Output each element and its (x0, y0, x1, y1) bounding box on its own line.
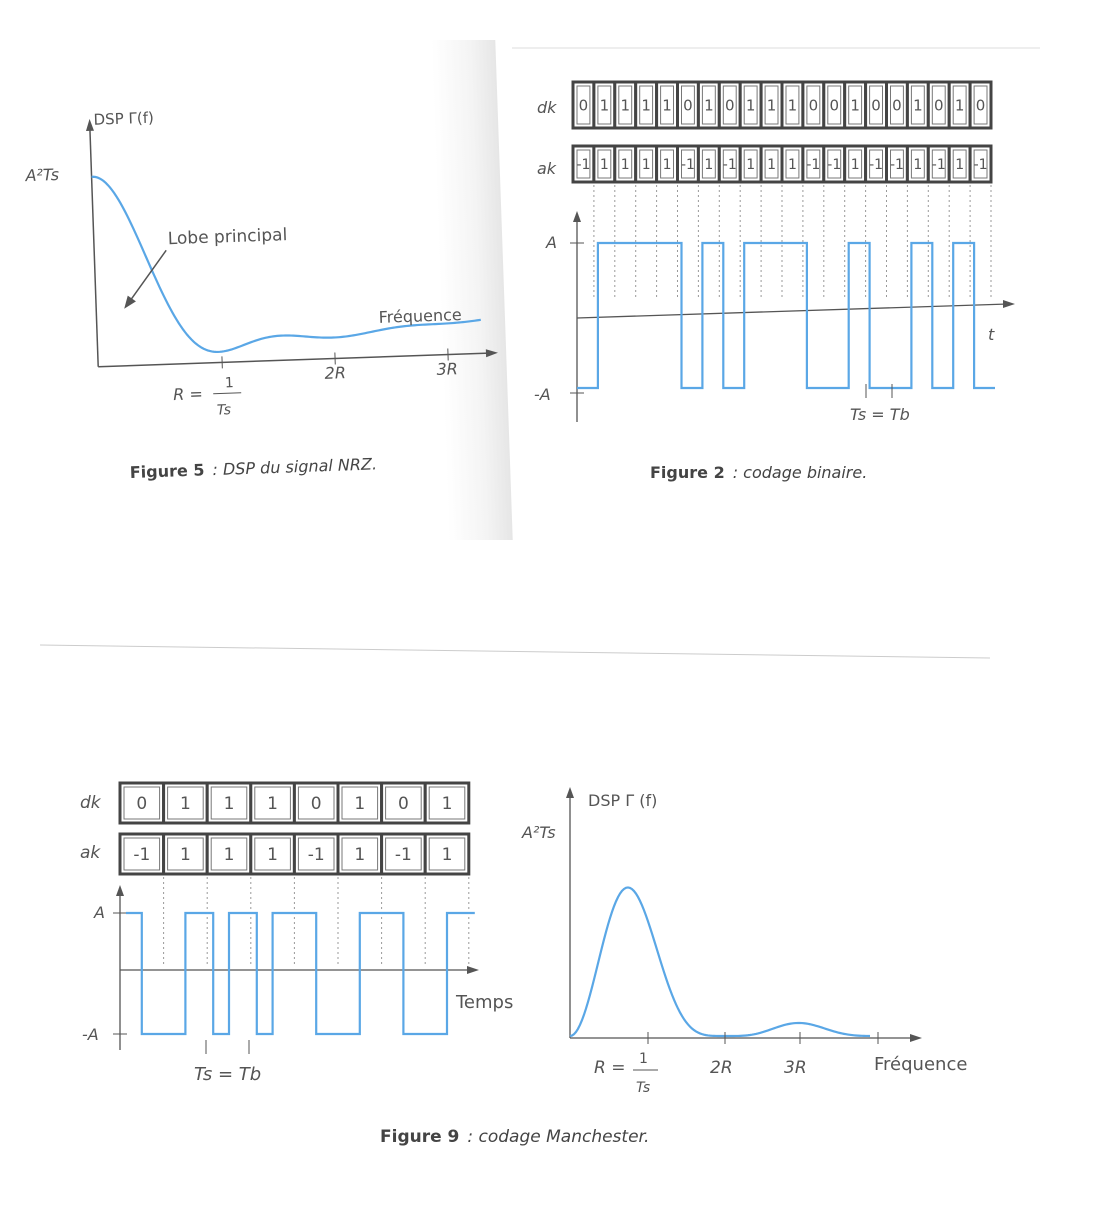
bit-value: 1 (179, 845, 191, 866)
bit-value: 1 (179, 794, 191, 815)
caption-text: : codage Manchester. (467, 1127, 650, 1147)
tick-2R-label: 2R (710, 1058, 733, 1078)
tick-R-prefix: R = (594, 1058, 626, 1078)
y-axis (90, 127, 98, 367)
period-label: Ts = Tb (194, 1064, 262, 1085)
y-axis-arrow (566, 787, 574, 798)
caption-text: : DSP du signal NRZ. (212, 454, 378, 480)
manchester-waveform (126, 913, 475, 1034)
bit-value: 1 (745, 96, 756, 115)
bit-value: 1 (913, 96, 923, 115)
bit-value: -1 (973, 157, 988, 174)
bit-value: 1 (955, 157, 965, 174)
psd-curve (92, 163, 482, 356)
bit-value: 1 (787, 157, 797, 174)
bit-value: 1 (641, 157, 651, 174)
annotation-lobe: Lobe principal (167, 225, 288, 250)
level-minus-A-label: -A (534, 385, 551, 404)
tick-2R-label: 2R (324, 363, 347, 383)
figure-5-caption (129, 454, 377, 482)
annotation-arrowhead (124, 295, 136, 308)
bit-value: 1 (954, 96, 965, 115)
ak-row-label: ak (537, 159, 557, 178)
bit-value: 0 (310, 794, 322, 815)
bit-value: 1 (354, 794, 366, 815)
y-axis-arrow (116, 885, 124, 896)
y-axis-label: DSP Γ (f) (588, 791, 658, 810)
time-label: Temps (456, 992, 514, 1013)
bit-value: -1 (827, 157, 842, 174)
bit-value: 0 (136, 794, 148, 815)
figure-5 (22, 97, 500, 425)
figure-9-waveform (80, 783, 513, 1085)
bit-value: 1 (641, 96, 651, 115)
tick-3R-label: 3R (436, 359, 459, 379)
bit-value: 0 (724, 96, 735, 115)
figure-2-caption (650, 463, 867, 482)
bit-value: 1 (850, 96, 860, 115)
time-axis (577, 304, 1008, 318)
bit-value: 1 (662, 96, 672, 115)
bit-value: 0 (829, 96, 840, 115)
time-axis-arrow (467, 966, 479, 974)
x-axis-label: Fréquence (378, 305, 462, 327)
bit-value: 0 (397, 794, 409, 815)
bit-value: 0 (892, 96, 902, 115)
bit-value: 0 (808, 96, 819, 115)
bit-value: 1 (766, 96, 777, 115)
caption-number: Figure 2 (650, 463, 725, 482)
bit-value: 0 (871, 96, 881, 115)
bit-value: 1 (767, 157, 777, 174)
ak-row-label: ak (80, 843, 101, 863)
bit-value: 1 (620, 157, 630, 174)
bit-value: 1 (599, 157, 609, 174)
y-max-label: A²Ts (522, 823, 556, 842)
y-max-label: A²Ts (25, 164, 60, 186)
bit-value: 1 (267, 845, 279, 866)
bit-value: 1 (223, 794, 235, 815)
caption-number: Figure 9 (380, 1127, 460, 1147)
figure-9-caption (380, 1127, 649, 1147)
time-label: t (988, 325, 995, 344)
bit-value: 1 (441, 794, 453, 815)
bit-value: -1 (889, 157, 904, 174)
bit-value: 0 (578, 96, 589, 115)
separator-line (40, 645, 990, 658)
bit-value: 1 (787, 96, 798, 115)
bit-value: -1 (576, 157, 591, 174)
bit-value: -1 (307, 845, 325, 866)
period-label: Ts = Tb (850, 405, 910, 424)
figure-9-psd (521, 787, 967, 1096)
bit-value: 1 (704, 96, 714, 115)
level-A-label: A (94, 903, 105, 922)
bit-value: 1 (746, 157, 756, 174)
bit-value: -1 (680, 157, 695, 174)
dk-row-label: dk (80, 793, 101, 813)
ak-boxes (120, 834, 469, 874)
bit-value: 1 (704, 157, 714, 174)
bit-value: 1 (267, 794, 279, 815)
bit-value: 1 (354, 845, 366, 866)
bit-value: 1 (441, 845, 453, 866)
x-axis-arrow (910, 1034, 922, 1042)
psd-curve (570, 887, 870, 1036)
bit-value: -1 (394, 845, 412, 866)
y-axis-arrow (573, 211, 581, 222)
tick-R-prefix: R = (172, 384, 204, 405)
bit-value: 1 (223, 845, 235, 866)
bit-value: -1 (722, 157, 737, 174)
dk-boxes (573, 82, 991, 128)
bit-value: -1 (806, 157, 821, 174)
figure-2 (534, 82, 1015, 424)
tick-R-num: 1 (224, 375, 235, 392)
tick-R-den: Ts (216, 402, 232, 419)
bit-value: -1 (869, 157, 884, 174)
y-axis-label: DSP Γ(f) (93, 108, 155, 129)
x-axis-arrow (486, 349, 498, 357)
caption-number: Figure 5 (129, 460, 205, 482)
ak-boxes (573, 146, 991, 182)
time-axis-arrow (1003, 300, 1015, 308)
bit-value: 1 (662, 157, 672, 174)
fraction-bar (213, 393, 241, 394)
bit-value: 1 (620, 96, 631, 115)
bit-value: 0 (933, 96, 944, 115)
level-minus-A-label: -A (82, 1025, 99, 1044)
bit-value: 0 (975, 96, 986, 115)
bit-value: 1 (850, 157, 860, 174)
bit-value: 0 (683, 96, 693, 115)
level-A-label: A (546, 233, 557, 252)
bit-value: 1 (913, 157, 923, 174)
dk-row-label: dk (537, 98, 557, 117)
x-axis (98, 353, 492, 367)
caption-text: : codage binaire. (732, 463, 868, 482)
x-axis-label: Fréquence (874, 1054, 968, 1075)
bit-value: -1 (133, 845, 151, 866)
bit-value: 1 (599, 96, 610, 115)
bit-value: -1 (931, 157, 946, 174)
dk-boxes (120, 783, 469, 823)
tick-3R-label: 3R (784, 1058, 807, 1078)
tick-R-den: Ts (636, 1080, 651, 1096)
tick-R-num: 1 (639, 1051, 648, 1067)
